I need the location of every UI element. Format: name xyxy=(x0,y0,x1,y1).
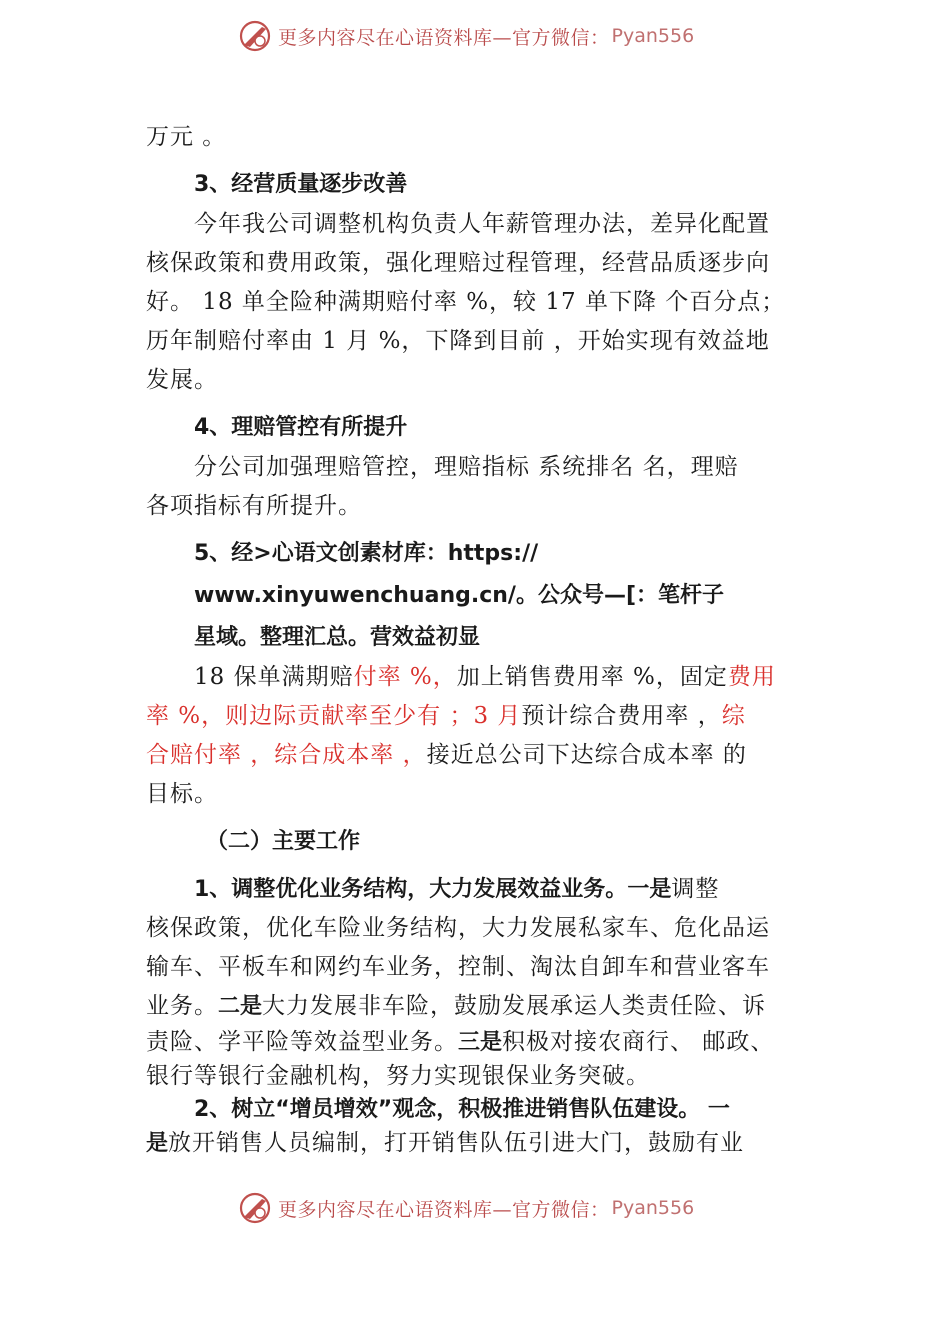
document-body xyxy=(146,118,808,1160)
text-line: 银行等银行金融机构，努力实现银保业务突破。 xyxy=(146,1063,650,1089)
heading-5-line: 5、经>心语文创素材库：https:// xyxy=(194,541,539,566)
heading-3: 3、经营质量逐步改善 xyxy=(194,172,408,197)
text-line: 1、调整优化业务结构，大力发展效益业务。一是调整 xyxy=(194,876,720,902)
text-line: 万元 。 xyxy=(146,124,227,150)
watermark-text: 更多内容尽在心语资料库—官方微信： xyxy=(278,26,610,49)
heading-4: 4、理赔管控有所提升 xyxy=(194,415,408,440)
text-line: 率 %，则边际贡献率至少有 ；3 月预计综合费用率 ，综 xyxy=(146,703,746,729)
section-heading: （二）主要工作 xyxy=(206,829,361,854)
text-line: 核保政策，优化车险业务结构，大力发展私家车、危化品运 xyxy=(146,915,770,941)
heading-5-line: www.xinyuwenchuang.cn/。公众号—[：笔杆子 xyxy=(194,583,724,608)
text-line: 各项指标有所提升。 xyxy=(146,493,362,519)
watermark-text: 更多内容尽在心语资料库—官方微信： xyxy=(278,1198,610,1221)
text-line: 历年制赔付率由 1 月 %，下降到目前 ，开始实现有效益地 xyxy=(146,328,770,354)
text-line: 是放开销售人员编制，打开销售队伍引进大门，鼓励有业 xyxy=(146,1130,745,1156)
watermark-footer xyxy=(238,1190,694,1226)
text-line: 核保政策和费用政策，强化理赔过程管理，经营品质逐步向 xyxy=(146,250,770,276)
text-line: 分公司加强理赔管控，理赔指标 系统排名 名，理赔 xyxy=(194,454,739,480)
text-line: 18 保单满期赔付率 %，加上销售费用率 %，固定费用 xyxy=(194,664,776,690)
text-line: 合赔付率 ，综合成本率 ，接近总公司下达综合成本率 的 xyxy=(146,742,747,768)
pen-logo-icon xyxy=(238,19,272,53)
text-line: 发展。 xyxy=(146,367,218,393)
text-line: 业务。二是大力发展非车险，鼓励发展承运人类责任险、诉 xyxy=(146,993,767,1019)
text-line: 输车、平板车和网约车业务，控制、淘汰自卸车和营业客车 xyxy=(146,954,770,980)
work-item-2-heading: 2、树立“增员增效”观念，积极推进销售队伍建设。 一 xyxy=(194,1097,730,1122)
pen-logo-icon xyxy=(238,1191,272,1225)
watermark-header xyxy=(238,18,694,54)
text-line: 责险、学平险等效益型业务。三是积极对接农商行、 邮政、 xyxy=(146,1029,775,1055)
text-line: 今年我公司调整机构负责人年薪管理办法，差异化配置 xyxy=(194,211,770,237)
watermark-wechat-id: Pyan556 xyxy=(611,1197,695,1219)
text-line: 好。 18 单全险种满期赔付率 %，较 17 单下降 个百分点； xyxy=(146,289,786,315)
heading-5-line: 星域。整理汇总。营效益初显 xyxy=(194,625,481,650)
text-line: 目标。 xyxy=(146,781,218,807)
watermark-wechat-id: Pyan556 xyxy=(611,25,695,47)
